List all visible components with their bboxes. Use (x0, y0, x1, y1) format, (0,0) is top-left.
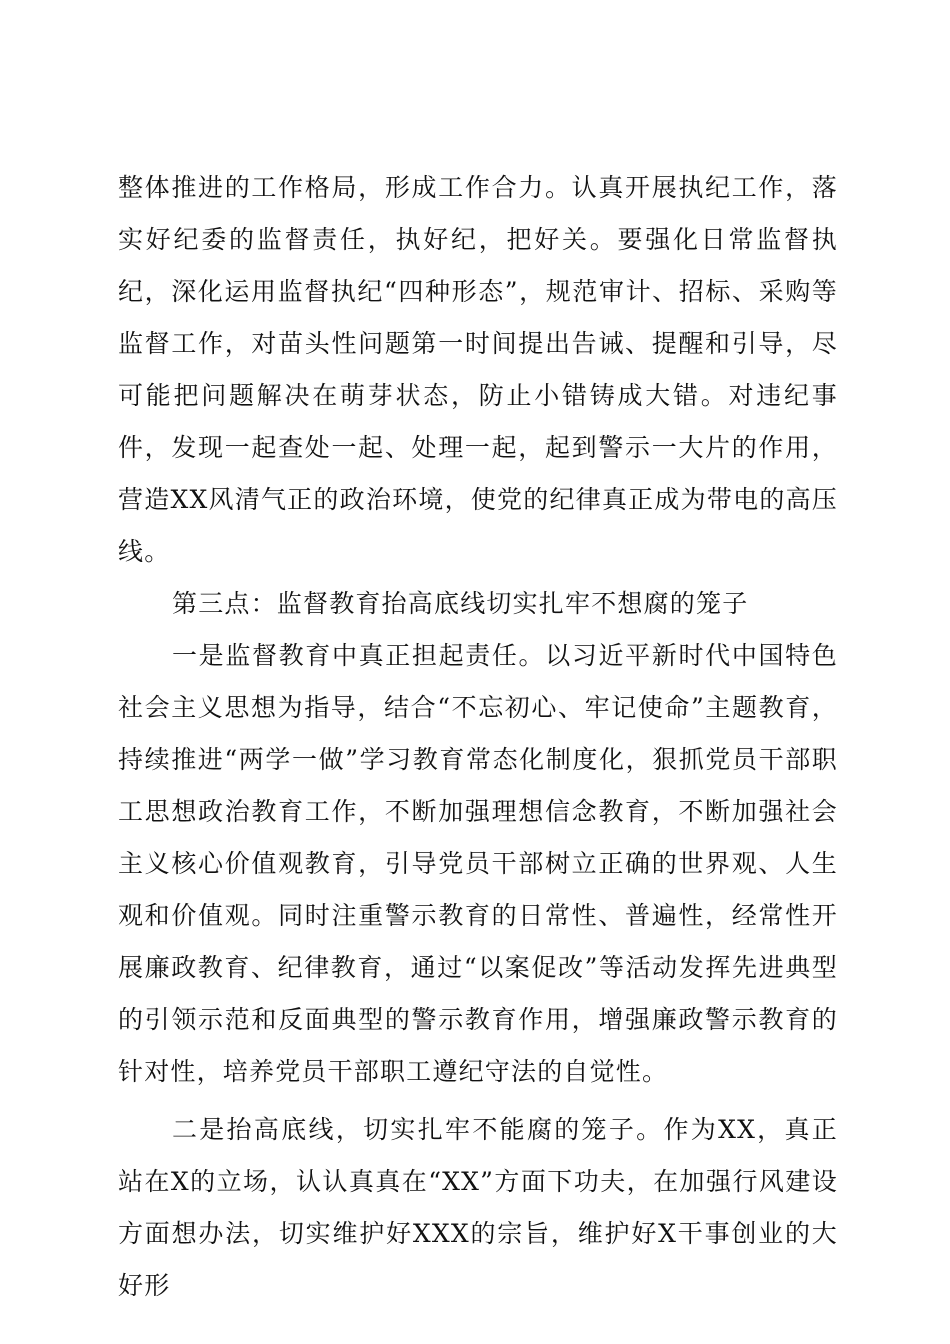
paragraph-discipline-enforcement: 整体推进的工作格局，形成工作合力。认真开展执纪工作，落实好纪委的监督责任，执好纪，把好关。要强化日常监督执纪，深化运用监督执纪“四种形态”，规范审计、招标、采购等监督工作，对苗头性问题第一时间提出告诫、提醒和引导，尽可能把问题解决在萌芽状态，防止小错铸成大错。对违纪事件，发现一起查处一起、处理一起，起到警示一大片的作用，营造XX风清气正的政治环境，使党的纪律真正成为带电的高压线。 (118, 173, 838, 566)
section-heading-point-three: 第三点：监督教育抬高底线切实扎牢不想腐的笼子 (172, 589, 749, 618)
paragraph-raise-bottom-line: 二是抬高底线，切实扎牢不能腐的笼子。作为XX，真正站在X的立场，认认真真在“XX”方面下功夫，在加强行风建设方面想办法，切实维护好XXX的宗旨，维护好X干事创业的大好形 (118, 1115, 838, 1300)
document-body (118, 162, 838, 1312)
paragraph-supervision-education: 一是监督教育中真正担起责任。以习近平新时代中国特色社会主义思想为指导，结合“不忘初心、牢记使命”主题教育，持续推进“两学一做”学习教育常态化制度化，狠抓党员干部职工思想政治教育工作，不断加强理想信念教育，不断加强社会主义核心价值观教育，引导党员干部树立正确的世界观、人生观和价值观。同时注重警示教育的日常性、普遍性，经常性开展廉政教育、纪律教育，通过“以案促改”等活动发挥先进典型的引领示范和反面典型的警示教育作用，增强廉政警示教育的针对性，培养党员干部职工遵纪守法的自觉性。 (118, 641, 838, 1086)
